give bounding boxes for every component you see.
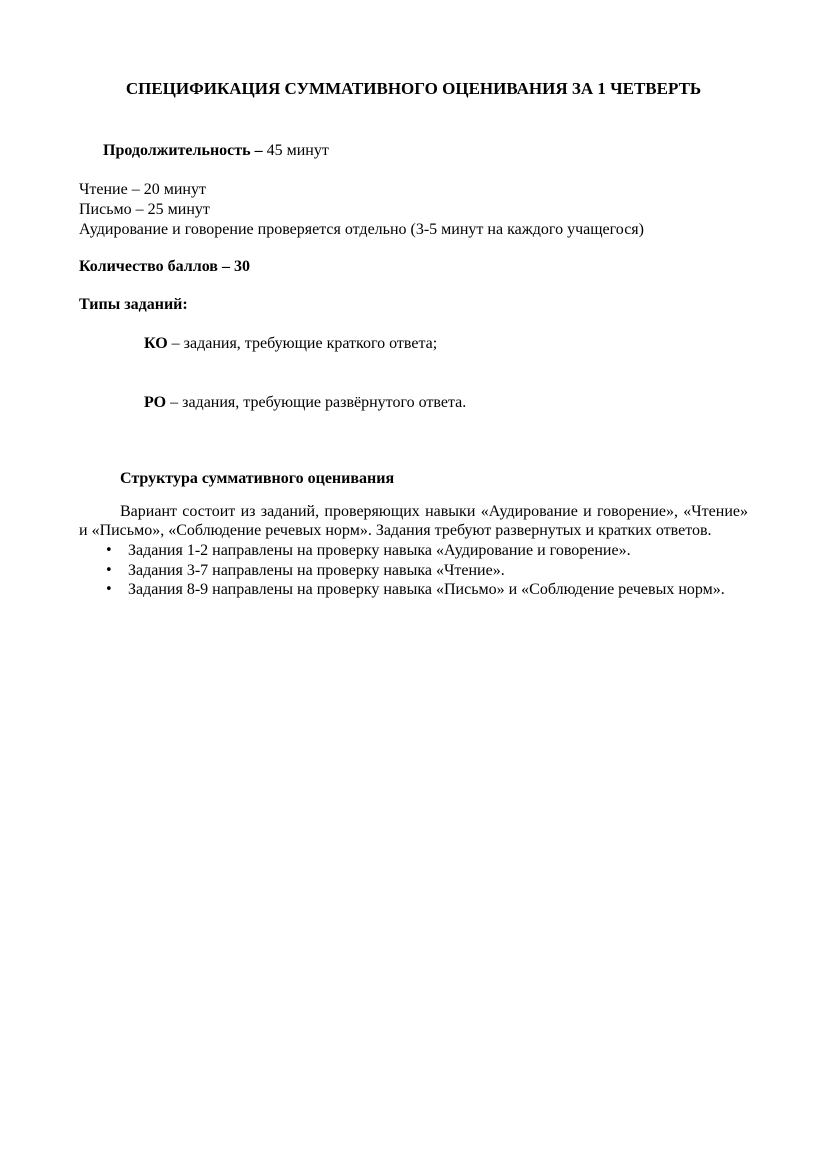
structure-paragraph: Вариант состоит из заданий, проверяющих навыки «Аудирование и говорение», «Чтение» и «Письмо», «Соблюдение речевых норм». Задания требуют развернутых и кратких ответов. xyxy=(79,502,748,540)
task-type-ko-abbr: КО xyxy=(144,335,168,353)
points-total-line: Количество баллов – 30 xyxy=(79,258,250,276)
task-type-ro-text: – задания, требующие развёрнутого ответа. xyxy=(166,394,467,412)
reading-time-line: Чтение – 20 минут xyxy=(79,181,206,199)
task-types-heading: Типы заданий: xyxy=(79,295,188,313)
writing-time-line: Письмо – 25 минут xyxy=(79,200,210,218)
bullet-text: Задания 8-9 направлены на проверку навыка «Письмо» и «Соблюдение речевых норм». xyxy=(128,581,725,599)
structure-bullet-list xyxy=(79,541,748,600)
timing-block xyxy=(79,121,748,239)
duration-label: Продолжительность – xyxy=(103,141,263,159)
task-type-ro-abbr: РО xyxy=(144,394,167,412)
list-item xyxy=(79,541,748,561)
task-type-ro xyxy=(79,374,748,433)
bullet-icon: • xyxy=(105,542,113,558)
bullet-icon: • xyxy=(105,582,113,598)
task-types-block xyxy=(79,295,748,433)
bullet-text: Задания 3-7 направлены на проверку навыка «Чтение». xyxy=(128,561,505,579)
duration-line xyxy=(79,121,748,180)
document-title: СПЕЦИФИКАЦИЯ СУММАТИВНОГО ОЦЕНИВАНИЯ ЗА 1 ЧЕТВЕРТЬ xyxy=(125,79,702,98)
list-item xyxy=(79,580,748,600)
bullet-text: Задания 1-2 направлены на проверку навыка «Аудирование и говорение». xyxy=(128,541,631,559)
listening-speaking-line: Аудирование и говорение проверяется отдельно (3-5 минут на каждого учащегося) xyxy=(79,220,644,238)
duration-value: 45 минут xyxy=(262,141,329,159)
task-type-ko-text: – задания, требующие краткого ответа; xyxy=(167,335,438,353)
task-type-ko xyxy=(79,315,748,374)
list-item xyxy=(79,561,748,581)
structure-section-heading: Структура суммативного оценивания xyxy=(120,469,395,487)
bullet-icon: • xyxy=(105,562,113,578)
